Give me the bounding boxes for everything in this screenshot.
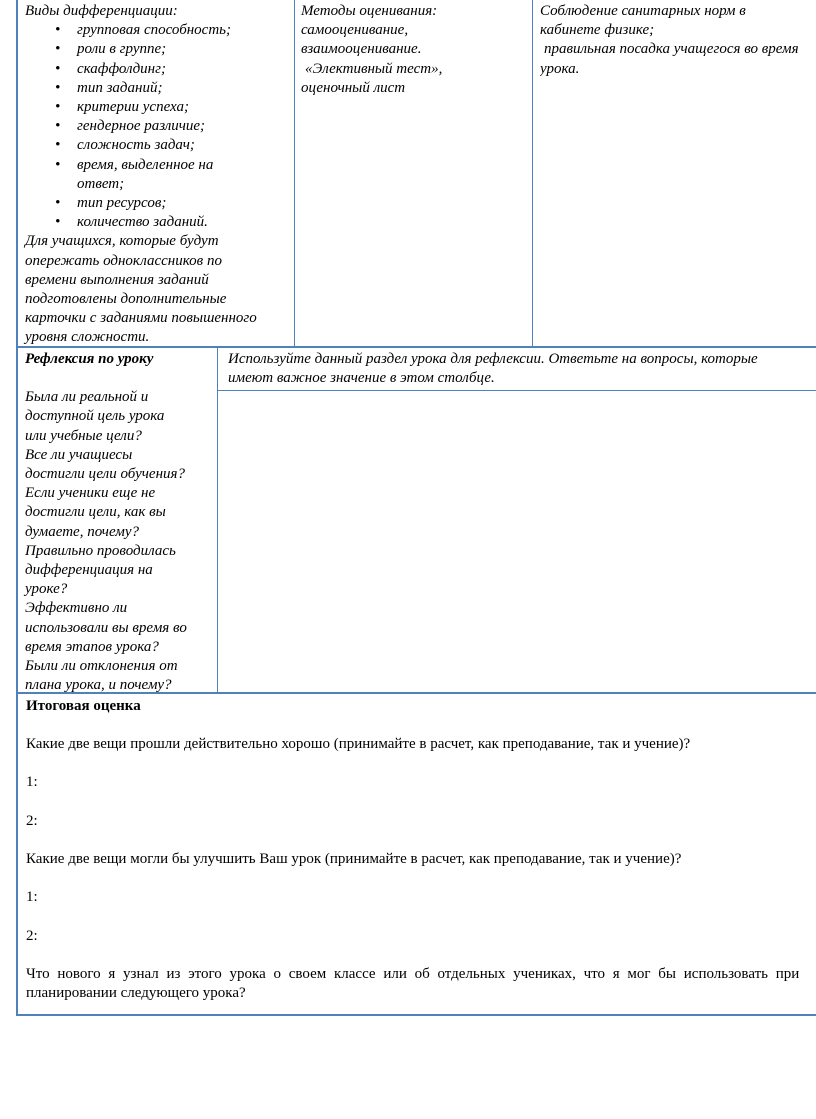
reflection-question-line: достигли цели, как вы [25, 504, 166, 521]
health-line: урока. [540, 60, 580, 77]
reflection-question-line: Были ли отклонения от [25, 658, 178, 675]
differentiation-note-line: карточки с заданиями повышенного [25, 310, 257, 327]
final-question-1: Какие две вещи прошли действительно хорошо (принимайте в расчет, как преподавание, так и учение)? [26, 736, 691, 752]
list-item: • групповая способность; [55, 22, 231, 39]
final-title: Итоговая оценка [26, 698, 141, 714]
differentiation-note-line: времени выполнения заданий [25, 271, 209, 288]
list-item: • сложность задач; [55, 137, 195, 154]
health-line: кабинете физике; [540, 22, 655, 39]
differentiation-note-line: подготовлены дополнительные [25, 291, 227, 308]
differentiation-title: Виды дифференциации: [25, 3, 178, 19]
reflection-question-line: Была ли реальной и [25, 389, 149, 406]
reflection-question-line: Правильно проводилась [25, 542, 176, 559]
reflection-question-line: использовали вы время во [25, 619, 187, 636]
reflection-question-line: дифференциация на [25, 562, 153, 579]
assessment-line: взаимооценивание. [301, 41, 422, 58]
differentiation-list [25, 21, 293, 232]
list-item: • критерии успеха; [55, 99, 189, 116]
reflection-question-line: Все ли учащиесы [25, 446, 133, 463]
reflection-question-line: Эффективно ли [25, 600, 128, 617]
reflection-question-line: думаете, почему? [25, 523, 139, 540]
list-item: • тип ресурсов; [55, 195, 167, 212]
list-item: • роли в группе; [55, 41, 167, 58]
reflection-question-line: Если ученики еще не [25, 485, 156, 502]
reflection-question-line: уроке? [25, 581, 68, 598]
table-border-bottom [16, 1014, 816, 1016]
final-assessment-cell [26, 694, 816, 1014]
differentiation-note-line: уровня сложности. [25, 329, 150, 346]
differentiation-cell [25, 2, 293, 348]
reflection-answer-area[interactable] [218, 391, 816, 692]
final-answer-label: 2: [26, 813, 38, 829]
reflection-question-line: плана урока, и почему? [25, 677, 172, 694]
list-item: • количество заданий. [55, 214, 208, 231]
assessment-line: «Элективный тест», [305, 60, 443, 77]
reflection-question-line: достигли цели обучения? [25, 466, 186, 483]
row1-divider-col2 [532, 0, 533, 347]
list-item: • скаффолдинг; [55, 60, 166, 77]
row1-divider-col1 [294, 0, 295, 347]
reflection-question-line: доступной цель урока [25, 408, 165, 425]
final-answer-label: 1: [26, 774, 38, 790]
final-question-3-cont: планировании следующего урока? [26, 985, 246, 1001]
list-item: • время, выделенное на [55, 156, 214, 173]
final-question-3: Что нового я узнал из этого урока о своем классе или об отдельных учениках, что я мог бы использовать при [26, 966, 800, 982]
health-line: Соблюдение санитарных норм в [540, 3, 746, 19]
final-answer-label: 2: [26, 928, 38, 944]
assessment-line: оценочный лист [301, 79, 406, 96]
table-border-left [16, 0, 18, 1016]
list-item: • тип заданий; [55, 79, 163, 96]
assessment-line: Методы оценивания: [301, 3, 438, 19]
health-line: правильная посадка учащегося во время [544, 41, 799, 58]
reflection-instruction-line: Используйте данный раздел урока для рефлексии. Ответьте на вопросы, которые [228, 351, 758, 367]
reflection-question-line: время этапов урока? [25, 638, 159, 655]
assessment-methods-cell [301, 2, 529, 98]
assessment-line: самооценивание, [301, 22, 409, 39]
health-safety-cell [540, 2, 816, 79]
reflection-questions-cell [25, 350, 215, 695]
final-question-2: Какие две вещи могли бы улучшить Ваш урок (принимайте в расчет, как преподавание, так и учение)? [26, 851, 682, 867]
final-answer-label: 1: [26, 889, 38, 905]
reflection-instruction-cell [228, 350, 816, 388]
reflection-instruction-line: имеют важное значение в этом столбце. [228, 370, 495, 387]
differentiation-note-line: опережать одноклассников по [25, 252, 222, 269]
list-item-continuation: ответ; [77, 175, 125, 192]
list-item: • гендерное различие; [55, 118, 206, 135]
reflection-question-line: или учебные цели? [25, 427, 142, 444]
reflection-title: Рефлексия по уроку [25, 351, 154, 367]
differentiation-note-line: Для учащихся, которые будут [25, 233, 219, 250]
